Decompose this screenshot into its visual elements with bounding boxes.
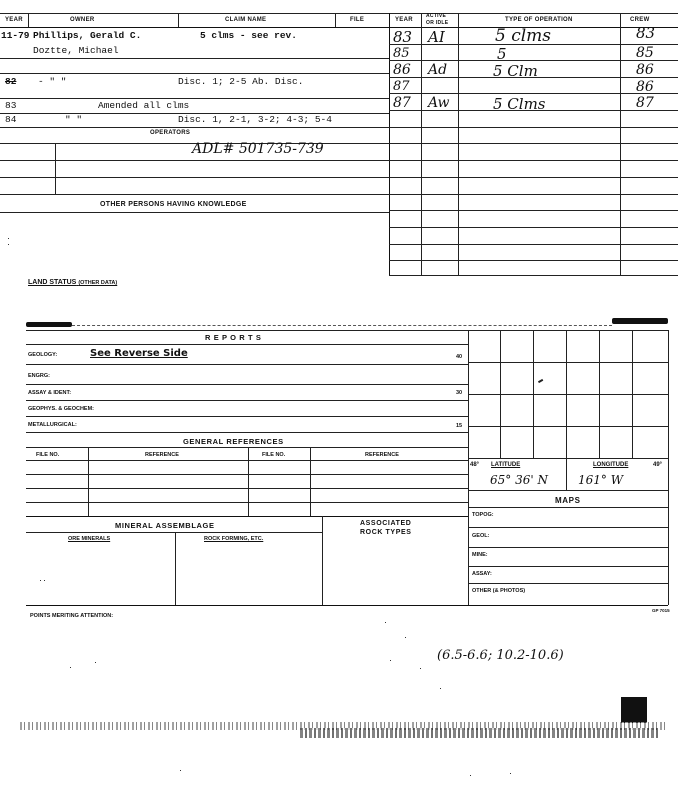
row-4-year: 83 [5, 100, 17, 111]
activity-4-crew: 86 [636, 79, 654, 95]
header-type-of-operation: TYPE OF OPERATION [505, 17, 573, 23]
maps-topog: TOPOG: [472, 512, 494, 518]
operators-value: ADL# 501735-739 [192, 141, 324, 157]
geophys-label: GEOPHYS. & GEOCHEM: [28, 406, 95, 412]
activity-4-year: 87 [393, 79, 410, 94]
geology-value: See Reverse Side [90, 348, 188, 359]
metallurgical-number: 15 [456, 423, 463, 429]
activity-1-status: AI [428, 28, 445, 46]
ref-header-reference-1: REFERENCE [145, 452, 179, 458]
activity-2-crew: 85 [636, 45, 654, 61]
scan-blotch [621, 697, 647, 723]
activity-3-crew: 86 [636, 62, 654, 78]
row-3-claim: Disc. 1; 2-5 Ab. Disc. [178, 76, 304, 87]
row-1-owner: Phillips, Gerald C. [33, 30, 142, 41]
row-4-owner: Amended all clms [98, 100, 190, 111]
activity-2-year: 85 [393, 46, 410, 61]
maps-other: OTHER (& PHOTOS) [472, 588, 526, 594]
smudge-mark-right [612, 318, 668, 324]
lon-mark: 49° [653, 462, 663, 468]
ref-header-file-2: FILE NO. [262, 452, 286, 458]
other-persons-label: OTHER PERSONS HAVING KNOWLEDGE [100, 201, 247, 208]
operators-label: OPERATORS [150, 130, 191, 136]
longitude-value: 161° W [578, 473, 624, 487]
scan-noise-band-2 [300, 728, 660, 738]
row-1-year: 11-79 [1, 30, 30, 41]
activity-5-year: 87 [393, 95, 411, 111]
header-year-2: YEAR [395, 17, 413, 23]
points-note: (6.5-6.6; 10.2-10.6) [437, 648, 564, 663]
maps-mine: MINE: [472, 552, 488, 558]
land-status-sub: (OTHER DATA) [78, 280, 118, 286]
geology-label: GEOLOGY: [28, 352, 58, 358]
row-5-claim: Disc. 1, 2-1, 3-2; 4-3; 5-4 [178, 114, 332, 125]
assay-label: ASSAY & IDENT: [28, 390, 72, 396]
general-references-title: GENERAL REFERENCES [183, 437, 284, 446]
geology-number: 40 [456, 354, 463, 360]
activity-1-crew: 83 [636, 24, 656, 42]
row-3-owner: - " " [38, 76, 67, 87]
row-5-year: 84 [5, 114, 17, 125]
ore-minerals-label: ORE MINERALS [68, 536, 111, 542]
rock-types-label: ROCK TYPES [360, 529, 412, 536]
associated-label: ASSOCIATED [360, 520, 412, 527]
activity-3-year: 86 [393, 62, 411, 78]
smudge-mark [26, 322, 72, 327]
maps-title: MAPS [555, 496, 581, 505]
activity-5-crew: 87 [636, 95, 654, 111]
activity-1-type: 5 clms [495, 26, 552, 46]
engrg-label: ENGRG: [28, 373, 50, 379]
rock-forming-label: ROCK FORMING, ETC. [204, 536, 264, 542]
assay-number: 30 [456, 390, 463, 396]
activity-3-type: 5 Clm [493, 62, 538, 80]
land-status-label [28, 279, 117, 286]
lat-mark: 48° [470, 462, 480, 468]
header-idle: OR IDLE [426, 20, 449, 26]
activity-1-year: 83 [393, 28, 413, 46]
latitude-label: LATITUDE [491, 462, 521, 468]
form-number: GP 7015 [652, 608, 670, 613]
longitude-label: LONGITUDE [593, 462, 629, 468]
header-owner: OWNER [70, 17, 95, 23]
latitude-value: 65° 36' N [490, 473, 548, 487]
grid-mark [538, 379, 543, 383]
mineral-title: MINERAL ASSEMBLAGE [115, 521, 215, 530]
ref-header-file-1: FILE NO. [36, 452, 60, 458]
activity-5-type: 5 Clms [493, 95, 546, 113]
maps-geol: GEOL: [472, 533, 490, 539]
maps-assay: ASSAY: [472, 571, 492, 577]
row-2-owner: Doztte, Michael [33, 45, 119, 56]
activity-5-status: Aw [428, 95, 450, 111]
header-crew: CREW [630, 17, 650, 23]
row-3-year: 82 [5, 76, 17, 87]
points-meriting-attention-label: POINTS MERITING ATTENTION: [30, 613, 114, 619]
row-1-claim: 5 clms - see rev. [200, 30, 297, 41]
reports-title: R E P O R T S [205, 333, 262, 342]
land-status-title: LAND STATUS [28, 279, 77, 286]
activity-2-type: 5 [497, 45, 507, 63]
header-file: FILE [350, 17, 365, 23]
header-claim-name: CLAIM NAME [225, 17, 267, 23]
ref-header-reference-2: REFERENCE [365, 452, 399, 458]
header-active: ACTIVE [426, 13, 447, 19]
row-5-owner: " " [65, 114, 83, 125]
activity-3-status: Ad [428, 62, 448, 78]
metallurgical-label: METALLURGICAL: [28, 422, 77, 428]
header-year: YEAR [5, 17, 23, 23]
